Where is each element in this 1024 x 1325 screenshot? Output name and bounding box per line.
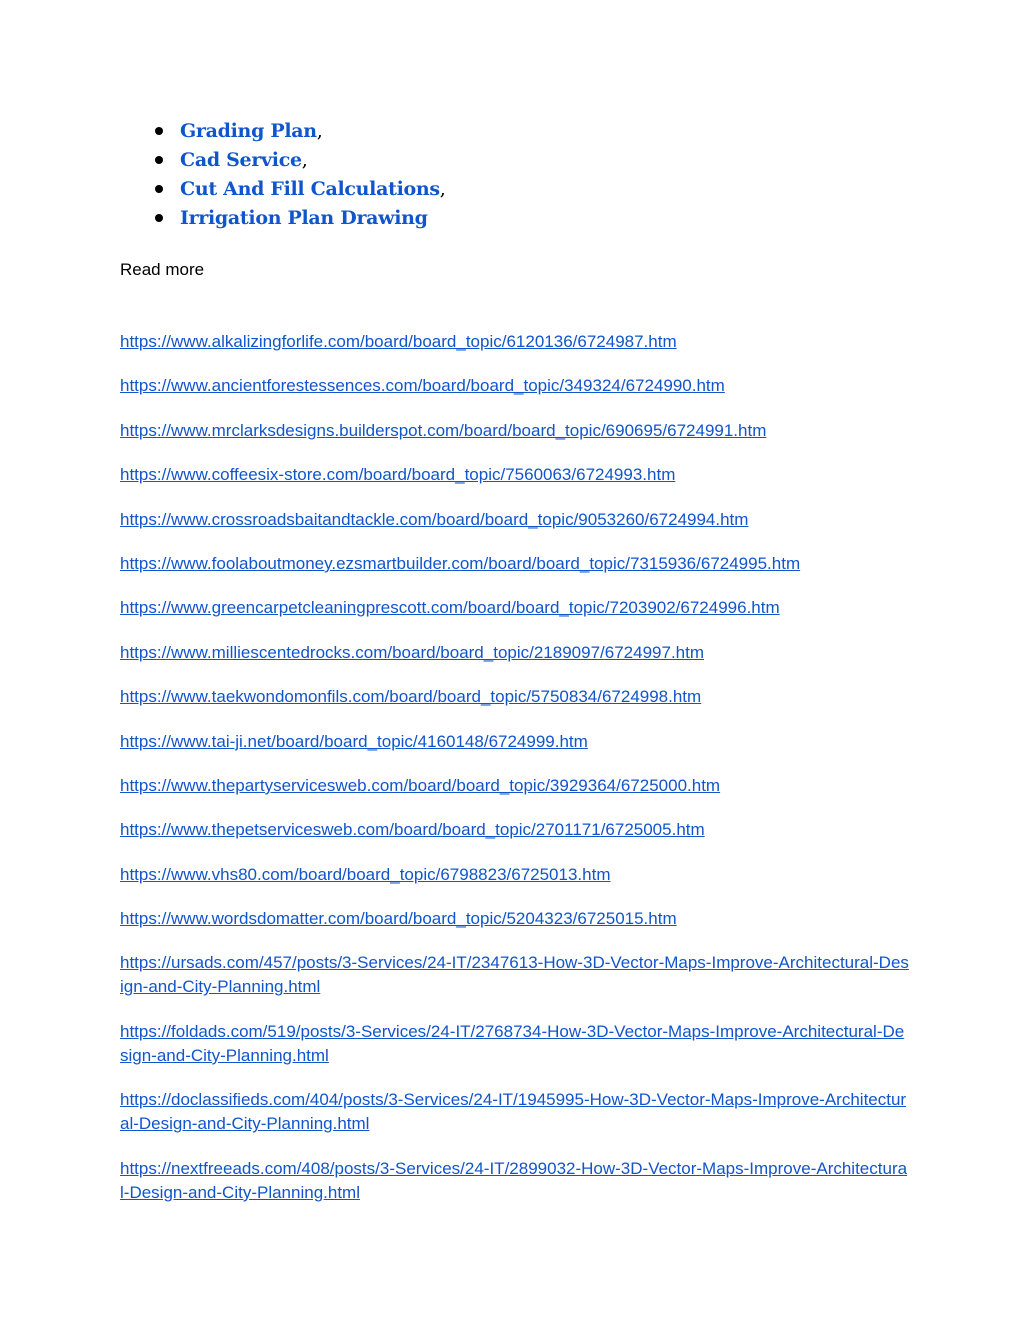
external-link[interactable]: https://www.mrclarksdesigns.builderspot.com/board/board_topic/690695/6724991.htm [120, 420, 767, 440]
service-list-item [120, 174, 446, 203]
external-link[interactable]: https://doclassifieds.com/404/posts/3-Services/24-IT/1945995-How-3D-Vector-Maps-Improve-Architectural-Design-and-City-Planning.html [120, 1090, 907, 1134]
external-link[interactable]: https://www.tai-ji.net/board/board_topic/4160148/6724999.htm [120, 731, 588, 751]
link-list-item [120, 1088, 910, 1136]
link-list-item [120, 730, 910, 754]
link-list-item [120, 774, 910, 798]
link-list-item [120, 330, 910, 354]
external-link[interactable]: https://www.coffeesix-store.com/board/board_topic/7560063/6724993.htm [120, 465, 676, 485]
link-list-item [120, 419, 910, 443]
external-link[interactable]: https://nextfreeads.com/408/posts/3-Services/24-IT/2899032-How-3D-Vector-Maps-Improve-Architectural-Design-and-City-Planning.html [120, 1158, 908, 1202]
service-list-item [120, 116, 446, 145]
link-list-item [120, 552, 910, 576]
service-link-irrigation-plan[interactable]: Irrigation Plan Drawing [180, 206, 428, 229]
external-link[interactable]: https://www.alkalizingforlife.com/board/board_topic/6120136/6724987.htm [120, 332, 677, 351]
external-link[interactable]: https://www.foolaboutmoney.ezsmartbuilder.com/board/board_topic/7315936/6724995.htm [120, 553, 801, 573]
service-link-grading-plan[interactable]: Grading Plan [180, 119, 317, 142]
bullet-icon [155, 185, 163, 193]
external-link[interactable]: https://www.milliescentedrocks.com/board/board_topic/2189097/6724997.htm [120, 642, 705, 662]
link-list-item [120, 863, 910, 887]
service-list-item [120, 145, 446, 174]
link-list-item [120, 1157, 910, 1205]
link-list-item [120, 374, 910, 398]
bullet-icon [155, 156, 163, 164]
link-list-item [120, 508, 910, 532]
link-list-item [120, 596, 910, 620]
external-link[interactable]: https://www.taekwondomonfils.com/board/board_topic/5750834/6724998.htm [120, 687, 702, 707]
link-list-item [120, 951, 910, 999]
external-link[interactable]: https://www.vhs80.com/board/board_topic/6798823/6725013.htm [120, 864, 611, 884]
link-list-item [120, 907, 910, 931]
external-link[interactable]: https://foldads.com/519/posts/3-Services/24-IT/2768734-How-3D-Vector-Maps-Improve-Architectural-Design-and-City-Planning.html [120, 1021, 905, 1065]
external-link[interactable]: https://www.thepetservicesweb.com/board/board_topic/2701171/6725005.htm [120, 820, 705, 840]
service-link-cut-and-fill[interactable]: Cut And Fill Calculations [180, 177, 440, 200]
link-list-item [120, 641, 910, 665]
list-separator: , [316, 119, 323, 142]
link-list-item [120, 463, 910, 487]
external-link[interactable]: https://www.greencarpetcleaningprescott.com/board/board_topic/7203902/6724996.htm [120, 598, 780, 618]
external-link[interactable]: https://www.thepartyservicesweb.com/board/board_topic/3929364/6725000.htm [120, 775, 721, 795]
read-more-text: Read more [120, 260, 205, 279]
service-list [120, 116, 446, 232]
external-link[interactable]: https://www.ancientforestessences.com/board/board_topic/349324/6724990.htm [120, 376, 725, 396]
link-list-item [120, 1020, 910, 1068]
bullet-icon [155, 127, 163, 135]
external-link[interactable]: https://www.crossroadsbaitandtackle.com/board/board_topic/9053260/6724994.htm [120, 509, 749, 529]
external-link[interactable]: https://ursads.com/457/posts/3-Services/24-IT/2347613-How-3D-Vector-Maps-Improve-Architectural-Design-and-City-Planning.html [120, 953, 909, 997]
link-list [120, 330, 910, 1225]
link-list-item [120, 685, 910, 709]
list-separator: , [439, 177, 446, 200]
service-list-item [120, 203, 446, 232]
external-link[interactable]: https://www.wordsdomatter.com/board/board_topic/5204323/6725015.htm [120, 909, 677, 929]
link-list-item [120, 818, 910, 842]
service-link-cad-service[interactable]: Cad Service [180, 148, 302, 171]
list-separator: , [301, 148, 308, 171]
bullet-icon [155, 214, 163, 222]
